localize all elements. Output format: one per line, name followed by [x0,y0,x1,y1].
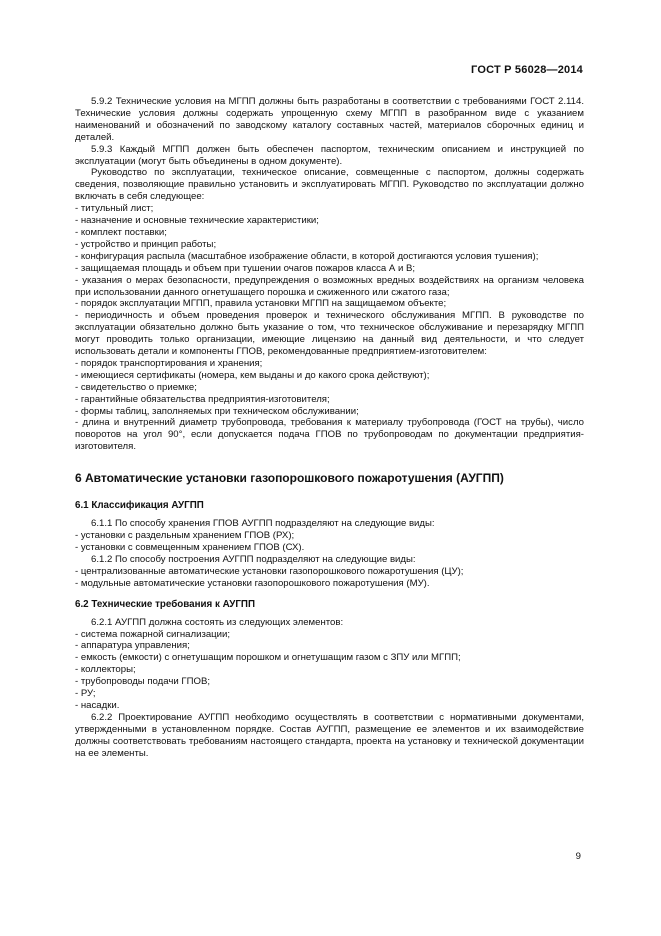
list-item: - формы таблиц, заполняемых при техническом обслуживании; [75,405,359,417]
section-6-heading: 6 Автоматические установки газопорошкового пожаротушения (АУГПП) [75,471,504,486]
list-item: - установки с совмещенным хранением ГПОВ (СХ). [75,542,305,553]
subsection-6-2-heading: 6.2 Технические требования к АУГПП [75,598,256,610]
list-item: - порядок транспортирования и хранения; [75,357,263,369]
list-item: - коллекторы; [75,664,136,676]
list-item: - централизованные автоматические установки газопорошкового пожаротушения (ЦУ); [75,565,464,577]
list-item: - комплект поставки; [75,226,167,238]
list-item: - установки с раздельным хранением ГПОВ (РХ); [75,530,295,542]
list-item: - имеющиеся сертификаты (номера, кем выданы и до какого срока действуют); [75,369,430,381]
document-body [75,96,584,760]
document-id-header: ГОСТ Р 56028—2014 [471,64,583,76]
paragraph-6-1-2: 6.1.2 По способу построения АУГПП подразделяют на следующие виды: [91,553,416,565]
paragraph-manual-intro: Руководство по эксплуатации, техническое описание, совмещенные с паспортом, должны содержать сведения, позволяющие правильно установить и эксплуатировать МГПП. Руководство по эксплуатации должно включать в себя следующее: [75,167,584,203]
paragraph-6-2-2: 6.2.2 Проектирование АУГПП необходимо осуществлять в соответствии с нормативными документами, утвержденными в установленном порядке. Состав АУГПП, размещение ее элементов и их взаимодействие должны соответствовать требованиям настоящего стандарта, проекта на установку и технической документации на ее элементы. [75,711,584,759]
list-item: - трубопроводы подачи ГПОВ; [75,676,211,688]
list-item: - аппаратура управления; [75,640,190,652]
paragraph-6-1-1: 6.1.1 По способу хранения ГПОВ АУГПП подразделяют на следующие виды: [91,518,435,530]
paragraph-5-9-2: 5.9.2 Технические условия на МГПП должны быть разработаны в соответствии с требованиями ГОСТ 2.114. Технические условия должны содержать упрощенную схему МГПП в разобранном виде с указанием наименований и обозначений по заводскому каталогу составных частей, материалов сборочных единиц и деталей. [75,96,584,143]
list-item: - титульный лист; [75,203,154,215]
list-item: - свидетельство о приемке; [75,381,197,393]
list-item: - порядок эксплуатации МГПП, правила установки МГПП на защищаемом объекте; [75,298,447,310]
list-item: - длина и внутренний диаметр трубопровода, требования к материалу трубопровода (ГОСТ на трубы), число поворотов на угол 90°, если допускается подача ГПОВ по трубопроводам по документации предприятия-изготовителя. [75,417,584,453]
list-item: - защищаемая площадь и объем при тушении очагов пожаров класса А и В; [75,262,416,274]
list-item: - насадки. [75,699,120,711]
paragraph-6-2-1: 6.2.1 АУГПП должна состоять из следующих элементов: [91,616,344,628]
list-item: - гарантийные обязательства предприятия-изготовителя; [75,393,330,405]
manual-items-list [75,203,584,453]
list-item: - система пожарной сигнализации; [75,628,231,640]
list-item: - указания о мерах безопасности, предупреждения о возможных вредных воздействиях на организм человека при использовании данного огнетушащего порошка и сжиженного или сжатого газа; [75,274,584,298]
list-item: - устройство и принцип работы; [75,238,217,250]
list-item: - емкость (емкости) с огнетушащим порошком и огнетушащим газом с ЗПУ или МГПП; [75,652,461,664]
subsection-6-1-heading: 6.1 Классификация АУГПП [75,500,204,512]
list-item: - модульные автоматические установки газопорошкового пожаротушения (МУ). [75,577,430,589]
page-number: 9 [575,851,581,862]
list-item: - назначение и основные технические характеристики; [75,215,319,227]
list-item: - периодичность и объем проведения проверок и технического обслуживания МГПП. В руководстве по эксплуатации обязательно должно быть указание о том, что техническое обслуживание и перезарядку МГПП могут проводить только организации, имеющие лицензию на данный вид деятельности, и что следует использовать детали и компоненты ГПОВ, рекомендованные предприятием-изготовителем: [75,310,584,358]
list-item: - конфигурация распыла (масштабное изображение области, в которой достигаются условия тушения); [75,250,539,262]
list-item: - РУ; [75,688,96,700]
paragraph-5-9-3: 5.9.3 Каждый МГПП должен быть обеспечен паспортом, техническим описанием и инструкцией по эксплуатации (могут быть объединены в одном документе). [75,143,584,167]
